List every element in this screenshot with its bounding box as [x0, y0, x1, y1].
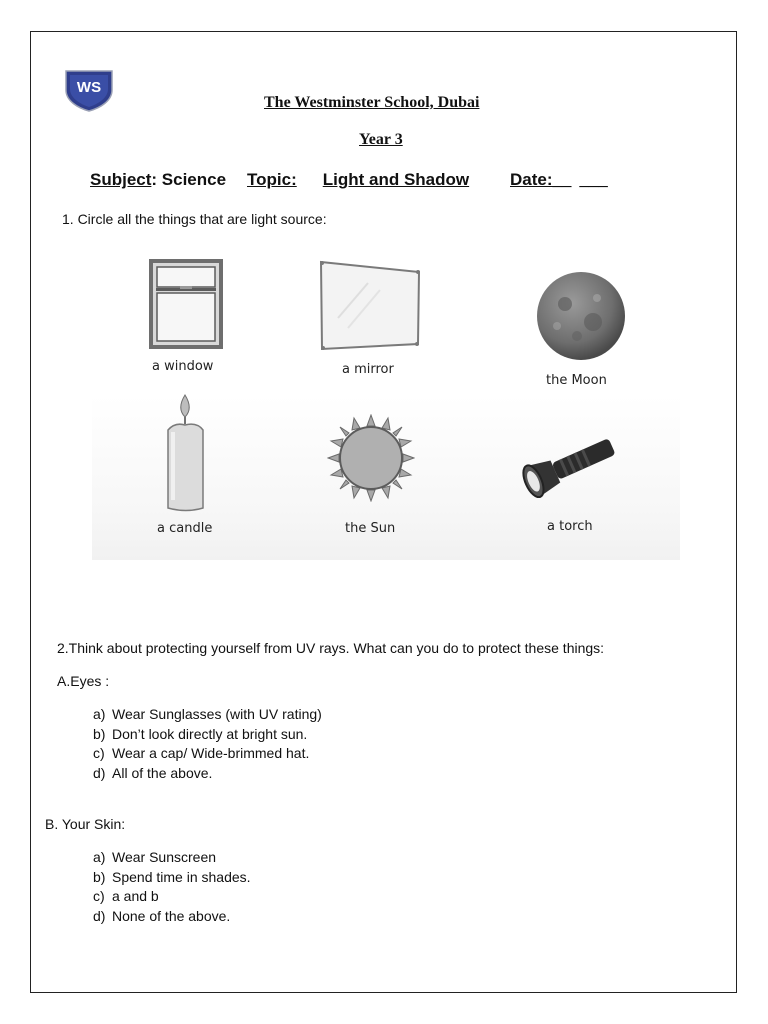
option-letter: a) — [93, 706, 106, 722]
skin-heading: B. Your Skin: — [45, 816, 126, 832]
option-letter: d) — [93, 764, 106, 781]
eyes-option[interactable] — [93, 764, 322, 784]
window-caption: a window — [152, 359, 214, 374]
mirror-caption: a mirror — [342, 362, 394, 377]
option-letter: a) — [93, 849, 106, 865]
window-icon[interactable] — [148, 258, 224, 350]
eyes-heading: A.Eyes : — [57, 673, 110, 689]
question-2-prompt: 2.Think about protecting yourself from UV rays. What can you do to protect these things: — [57, 640, 605, 656]
option-text: Wear Sunscreen — [112, 849, 217, 865]
topic-field — [247, 170, 483, 190]
topic-value: Light and Shadow — [322, 170, 470, 189]
candle-icon[interactable] — [163, 392, 209, 514]
subject-label: Subject — [90, 170, 152, 189]
eyes-options — [93, 705, 322, 783]
option-letter: d) — [93, 907, 106, 924]
eyes-option[interactable] — [93, 744, 322, 764]
option-text: Wear Sunglasses (with UV rating) — [112, 706, 322, 722]
skin-option[interactable] — [93, 887, 251, 907]
option-text: All of the above. — [112, 764, 213, 781]
school-logo — [64, 68, 114, 112]
moon-icon[interactable] — [535, 270, 627, 362]
skin-option[interactable] — [93, 868, 251, 888]
subject-field — [90, 170, 226, 190]
eyes-option[interactable] — [93, 725, 322, 745]
topic-label: Topic: — [247, 170, 297, 189]
option-letter: b) — [93, 868, 106, 885]
sun-caption: the Sun — [345, 521, 396, 536]
date-field — [510, 170, 608, 190]
option-text: Spend time in shades. — [112, 868, 251, 885]
question-1-prompt: 1. Circle all the things that are light source: — [62, 211, 327, 227]
candle-caption: a candle — [157, 521, 213, 536]
option-text: Don’t look directly at bright sun. — [112, 725, 308, 742]
skin-option[interactable] — [93, 848, 251, 868]
logo-lettering: WS — [76, 79, 102, 96]
option-letter: b) — [93, 725, 106, 742]
year-heading: Year 3 — [359, 131, 403, 148]
torch-caption: a torch — [547, 519, 593, 534]
school-name: The Westminster School, Dubai — [264, 94, 480, 111]
mirror-icon[interactable] — [318, 258, 422, 353]
sun-icon[interactable] — [327, 414, 415, 502]
skin-option[interactable] — [93, 907, 251, 927]
subject-value: : Science — [151, 170, 227, 189]
option-letter: c) — [93, 888, 105, 904]
eyes-option[interactable] — [93, 705, 322, 725]
date-blank: ___ — [579, 170, 608, 189]
date-label: Date:__ — [510, 170, 572, 189]
option-text: a and b — [112, 888, 159, 904]
option-text: None of the above. — [112, 907, 231, 924]
option-letter: c) — [93, 745, 105, 761]
torch-icon[interactable] — [520, 432, 622, 498]
option-text: Wear a cap/ Wide-brimmed hat. — [112, 745, 310, 761]
moon-caption: the Moon — [546, 373, 607, 388]
skin-options — [93, 848, 251, 926]
